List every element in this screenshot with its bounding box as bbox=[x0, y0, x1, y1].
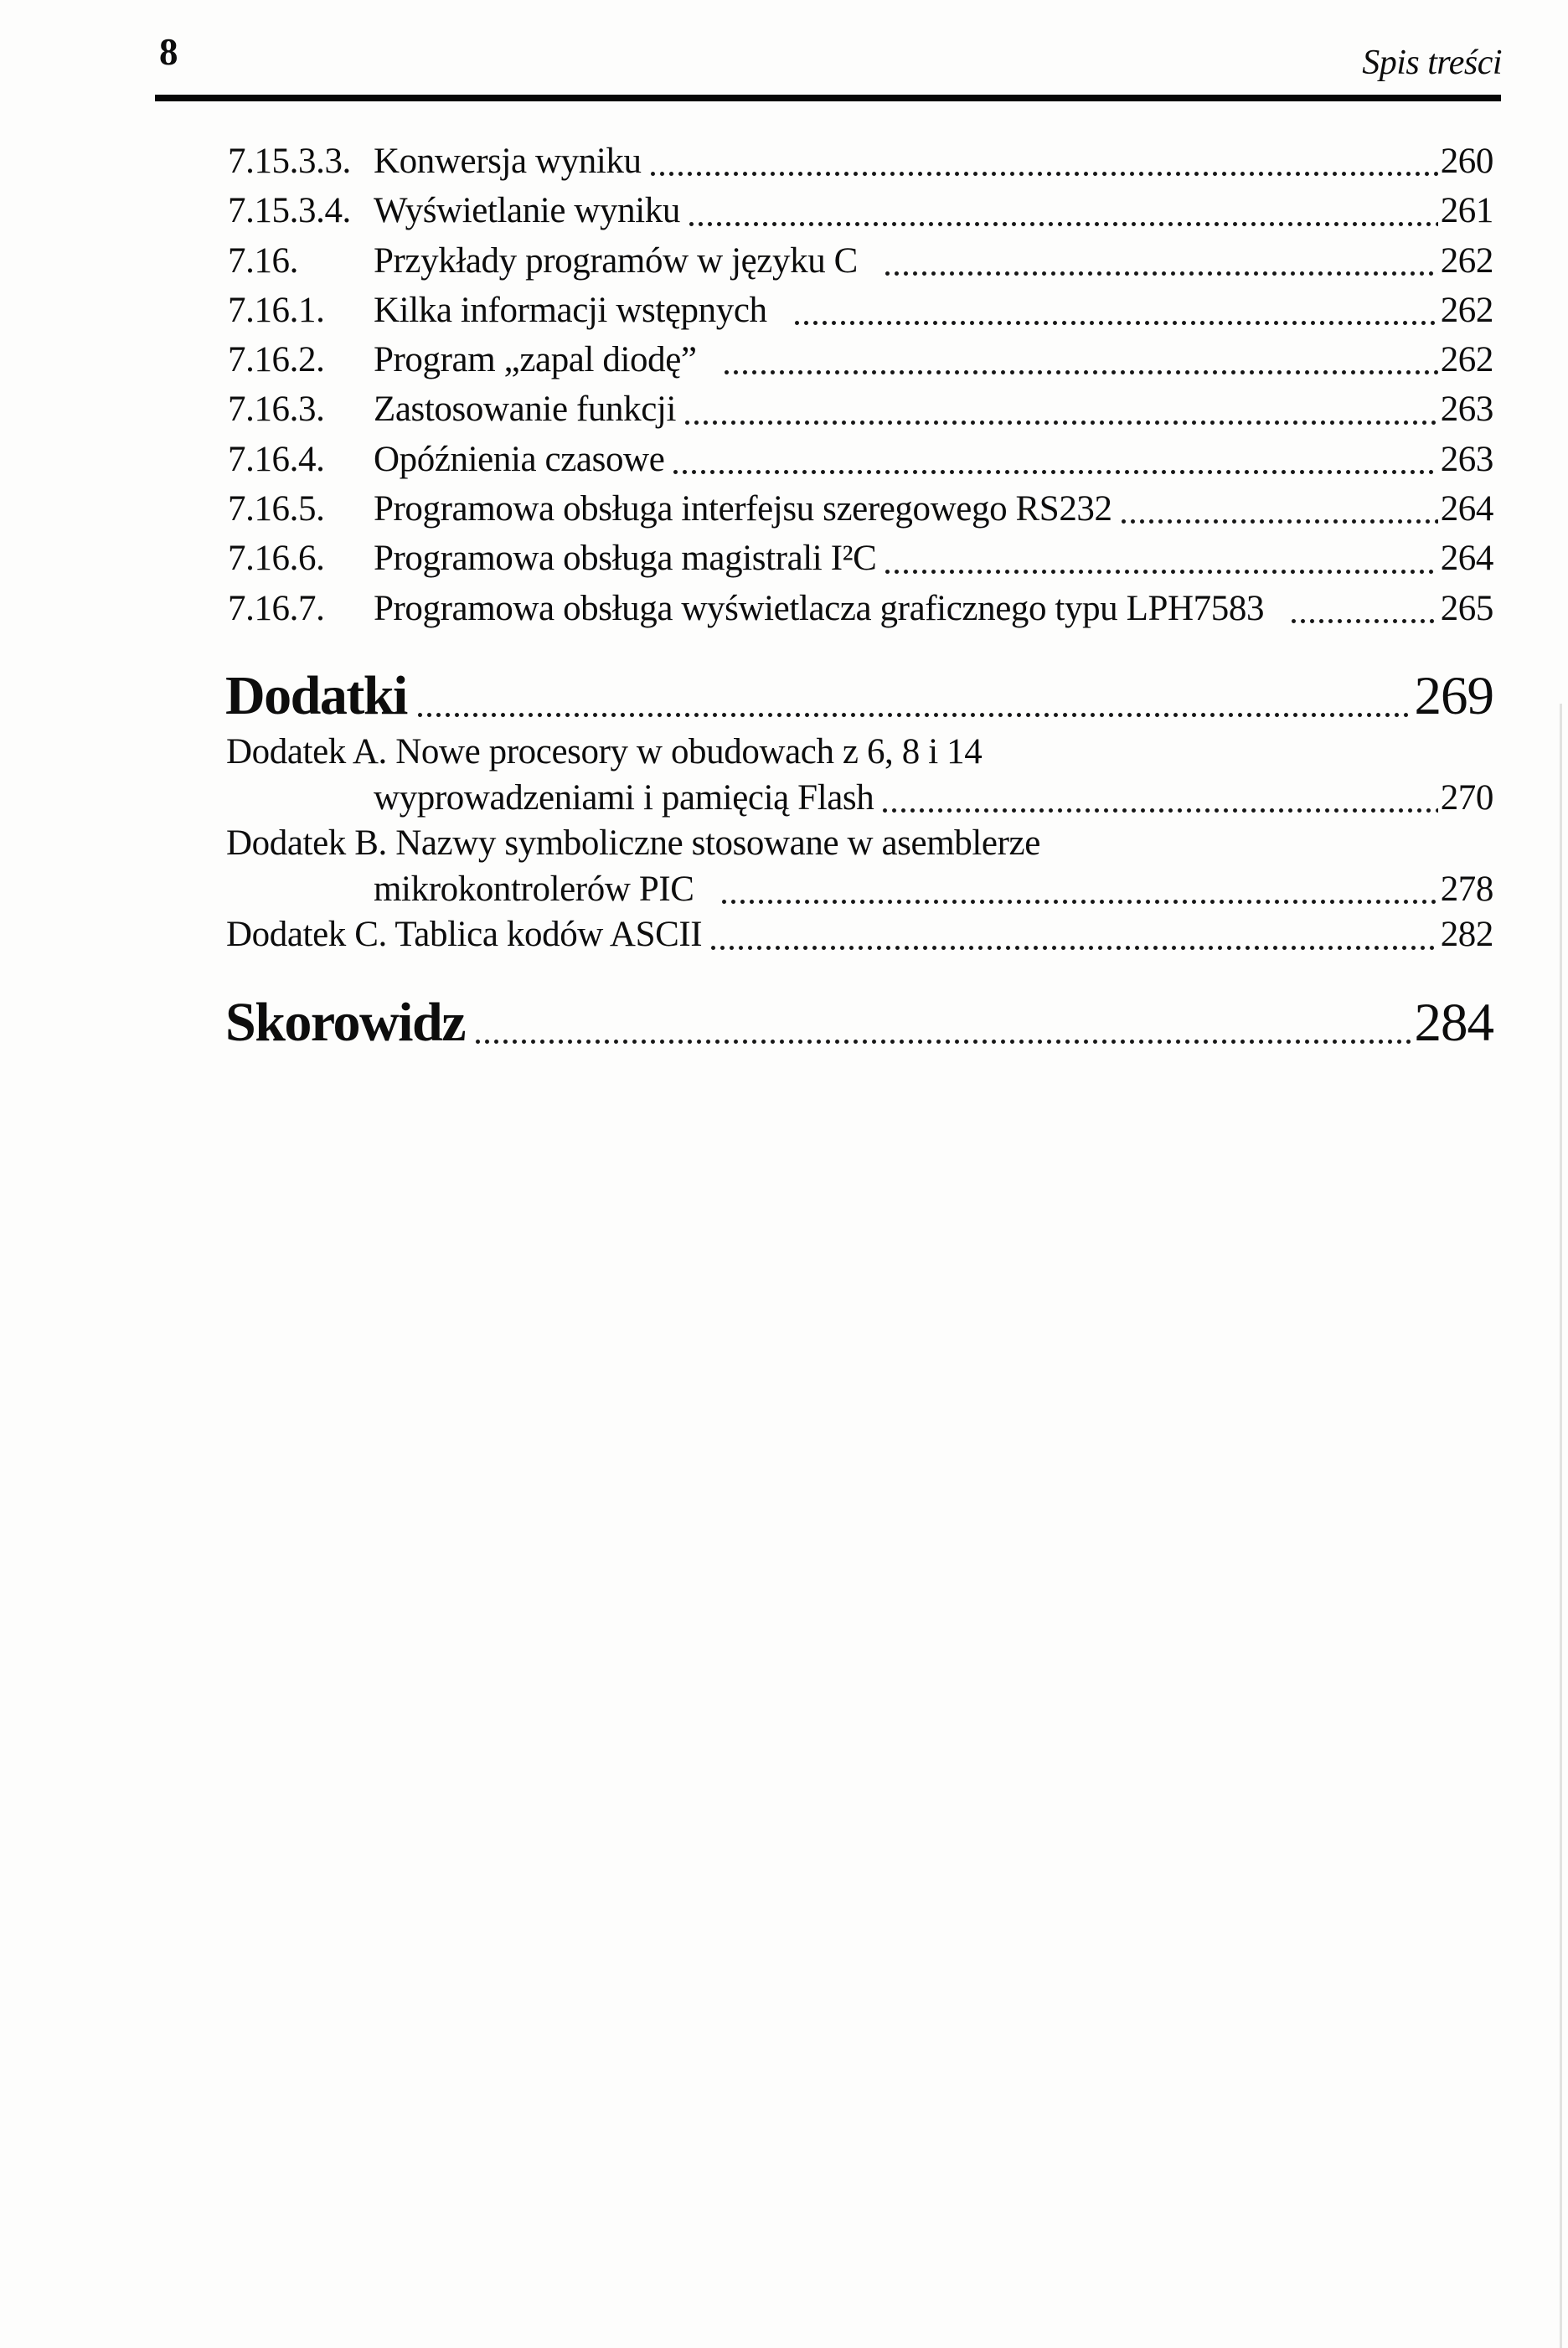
appendix-row-line2 bbox=[226, 867, 1493, 913]
section-number: 7.16. bbox=[228, 240, 299, 281]
section-number: 7.16.3. bbox=[228, 390, 325, 430]
dot-leader bbox=[724, 369, 1438, 375]
toc-row bbox=[228, 484, 1493, 534]
skorowidz-heading-row bbox=[225, 990, 1493, 1055]
appendix-title: Dodatek B. Nazwy symboliczne stosowane w asemblerze bbox=[226, 823, 1040, 864]
toc-row bbox=[228, 186, 1493, 235]
page-ref: 264 bbox=[1440, 489, 1493, 529]
indent-spacer bbox=[226, 867, 374, 913]
section-number: 7.16.7. bbox=[228, 588, 325, 628]
dot-leader bbox=[673, 469, 1437, 475]
dot-leader bbox=[721, 899, 1438, 905]
dot-leader bbox=[882, 808, 1437, 813]
page-ref: 282 bbox=[1440, 915, 1493, 955]
appendix-row-line1 bbox=[226, 730, 1493, 776]
scan-edge-artifact bbox=[1560, 704, 1562, 2348]
entry-title: Wyświetlanie wyniku bbox=[374, 191, 680, 231]
page-ref: 263 bbox=[1440, 390, 1493, 430]
appendix-row bbox=[226, 912, 1493, 958]
dot-leader bbox=[885, 569, 1437, 575]
entry-title: Programowa obsługa magistrali I²C bbox=[374, 539, 877, 579]
toc-row bbox=[228, 384, 1493, 434]
appendix-row-line1 bbox=[226, 821, 1493, 867]
appendix-list bbox=[226, 730, 1493, 958]
page-ref: 265 bbox=[1440, 588, 1493, 628]
page-ref: 262 bbox=[1440, 290, 1493, 330]
dot-leader bbox=[1291, 618, 1438, 624]
dodatki-heading: Dodatki bbox=[225, 665, 407, 726]
section-number: 7.16.6. bbox=[228, 539, 325, 579]
appendix-title: Dodatek A. Nowe procesory w obudowach z 6, 8 i 14 bbox=[226, 732, 983, 771]
appendix-title-continuation: mikrokontrolerów PIC bbox=[374, 869, 694, 909]
entry-title: Programowa obsługa wyświetlacza graficznego typu LPH7583 bbox=[374, 588, 1265, 628]
page-ref: 269 bbox=[1414, 666, 1493, 726]
page-ref: 264 bbox=[1440, 539, 1493, 579]
toc-row bbox=[228, 534, 1493, 583]
toc-row bbox=[228, 286, 1493, 335]
appendix-row-line2 bbox=[226, 776, 1493, 822]
section-number: 7.16.5. bbox=[228, 489, 325, 529]
entry-title: Przykłady programów w języku C bbox=[374, 240, 858, 281]
appendix-title: Dodatek C. Tablica kodów ASCII bbox=[226, 915, 703, 955]
skorowidz-heading: Skorowidz bbox=[225, 992, 466, 1053]
entry-title: Konwersja wyniku bbox=[374, 142, 642, 181]
section-number: 7.16.1. bbox=[228, 290, 325, 330]
entry-title: Programowa obsługa interfejsu szeregowego RS232 bbox=[374, 489, 1112, 529]
dot-leader bbox=[475, 1039, 1412, 1045]
dot-leader bbox=[1121, 519, 1438, 524]
section-number: 7.16.4. bbox=[228, 439, 325, 479]
section-number: 7.15.3.4. bbox=[228, 191, 351, 231]
toc-row bbox=[228, 584, 1493, 633]
dot-leader bbox=[689, 221, 1438, 227]
page-ref: 262 bbox=[1440, 240, 1493, 281]
page-ref: 260 bbox=[1440, 142, 1493, 181]
page-ref: 284 bbox=[1414, 993, 1493, 1053]
page-ref: 270 bbox=[1440, 777, 1493, 818]
section-number: 7.15.3.3. bbox=[228, 142, 351, 181]
header-rule bbox=[155, 95, 1501, 101]
toc-row bbox=[228, 137, 1493, 186]
entry-title: Opóźnienia czasowe bbox=[374, 439, 665, 479]
running-title: Spis treści bbox=[1362, 44, 1502, 82]
dot-leader bbox=[684, 420, 1438, 426]
entry-title: Program „zapal diodę” bbox=[374, 340, 697, 380]
dot-leader bbox=[710, 945, 1437, 951]
dot-leader bbox=[417, 712, 1413, 718]
entry-title: Zastosowanie funkcji bbox=[374, 390, 676, 430]
dot-leader bbox=[650, 171, 1438, 177]
indent-spacer bbox=[226, 776, 374, 822]
page-ref: 261 bbox=[1440, 191, 1493, 231]
appendix-title-continuation: wyprowadzeniami i pamięcią Flash bbox=[374, 777, 874, 818]
page-ref: 278 bbox=[1440, 869, 1493, 909]
toc-row bbox=[228, 236, 1493, 286]
section-number: 7.16.2. bbox=[228, 340, 325, 380]
entry-title: Kilka informacji wstępnych bbox=[374, 290, 767, 330]
dot-leader bbox=[885, 271, 1438, 276]
toc-row bbox=[228, 435, 1493, 484]
toc-row bbox=[228, 335, 1493, 384]
toc-list bbox=[228, 137, 1493, 633]
dodatki-heading-row bbox=[225, 663, 1493, 729]
page-number: 8 bbox=[159, 31, 178, 73]
page-ref: 262 bbox=[1440, 340, 1493, 380]
page-ref: 263 bbox=[1440, 439, 1493, 479]
dot-leader bbox=[794, 320, 1438, 326]
